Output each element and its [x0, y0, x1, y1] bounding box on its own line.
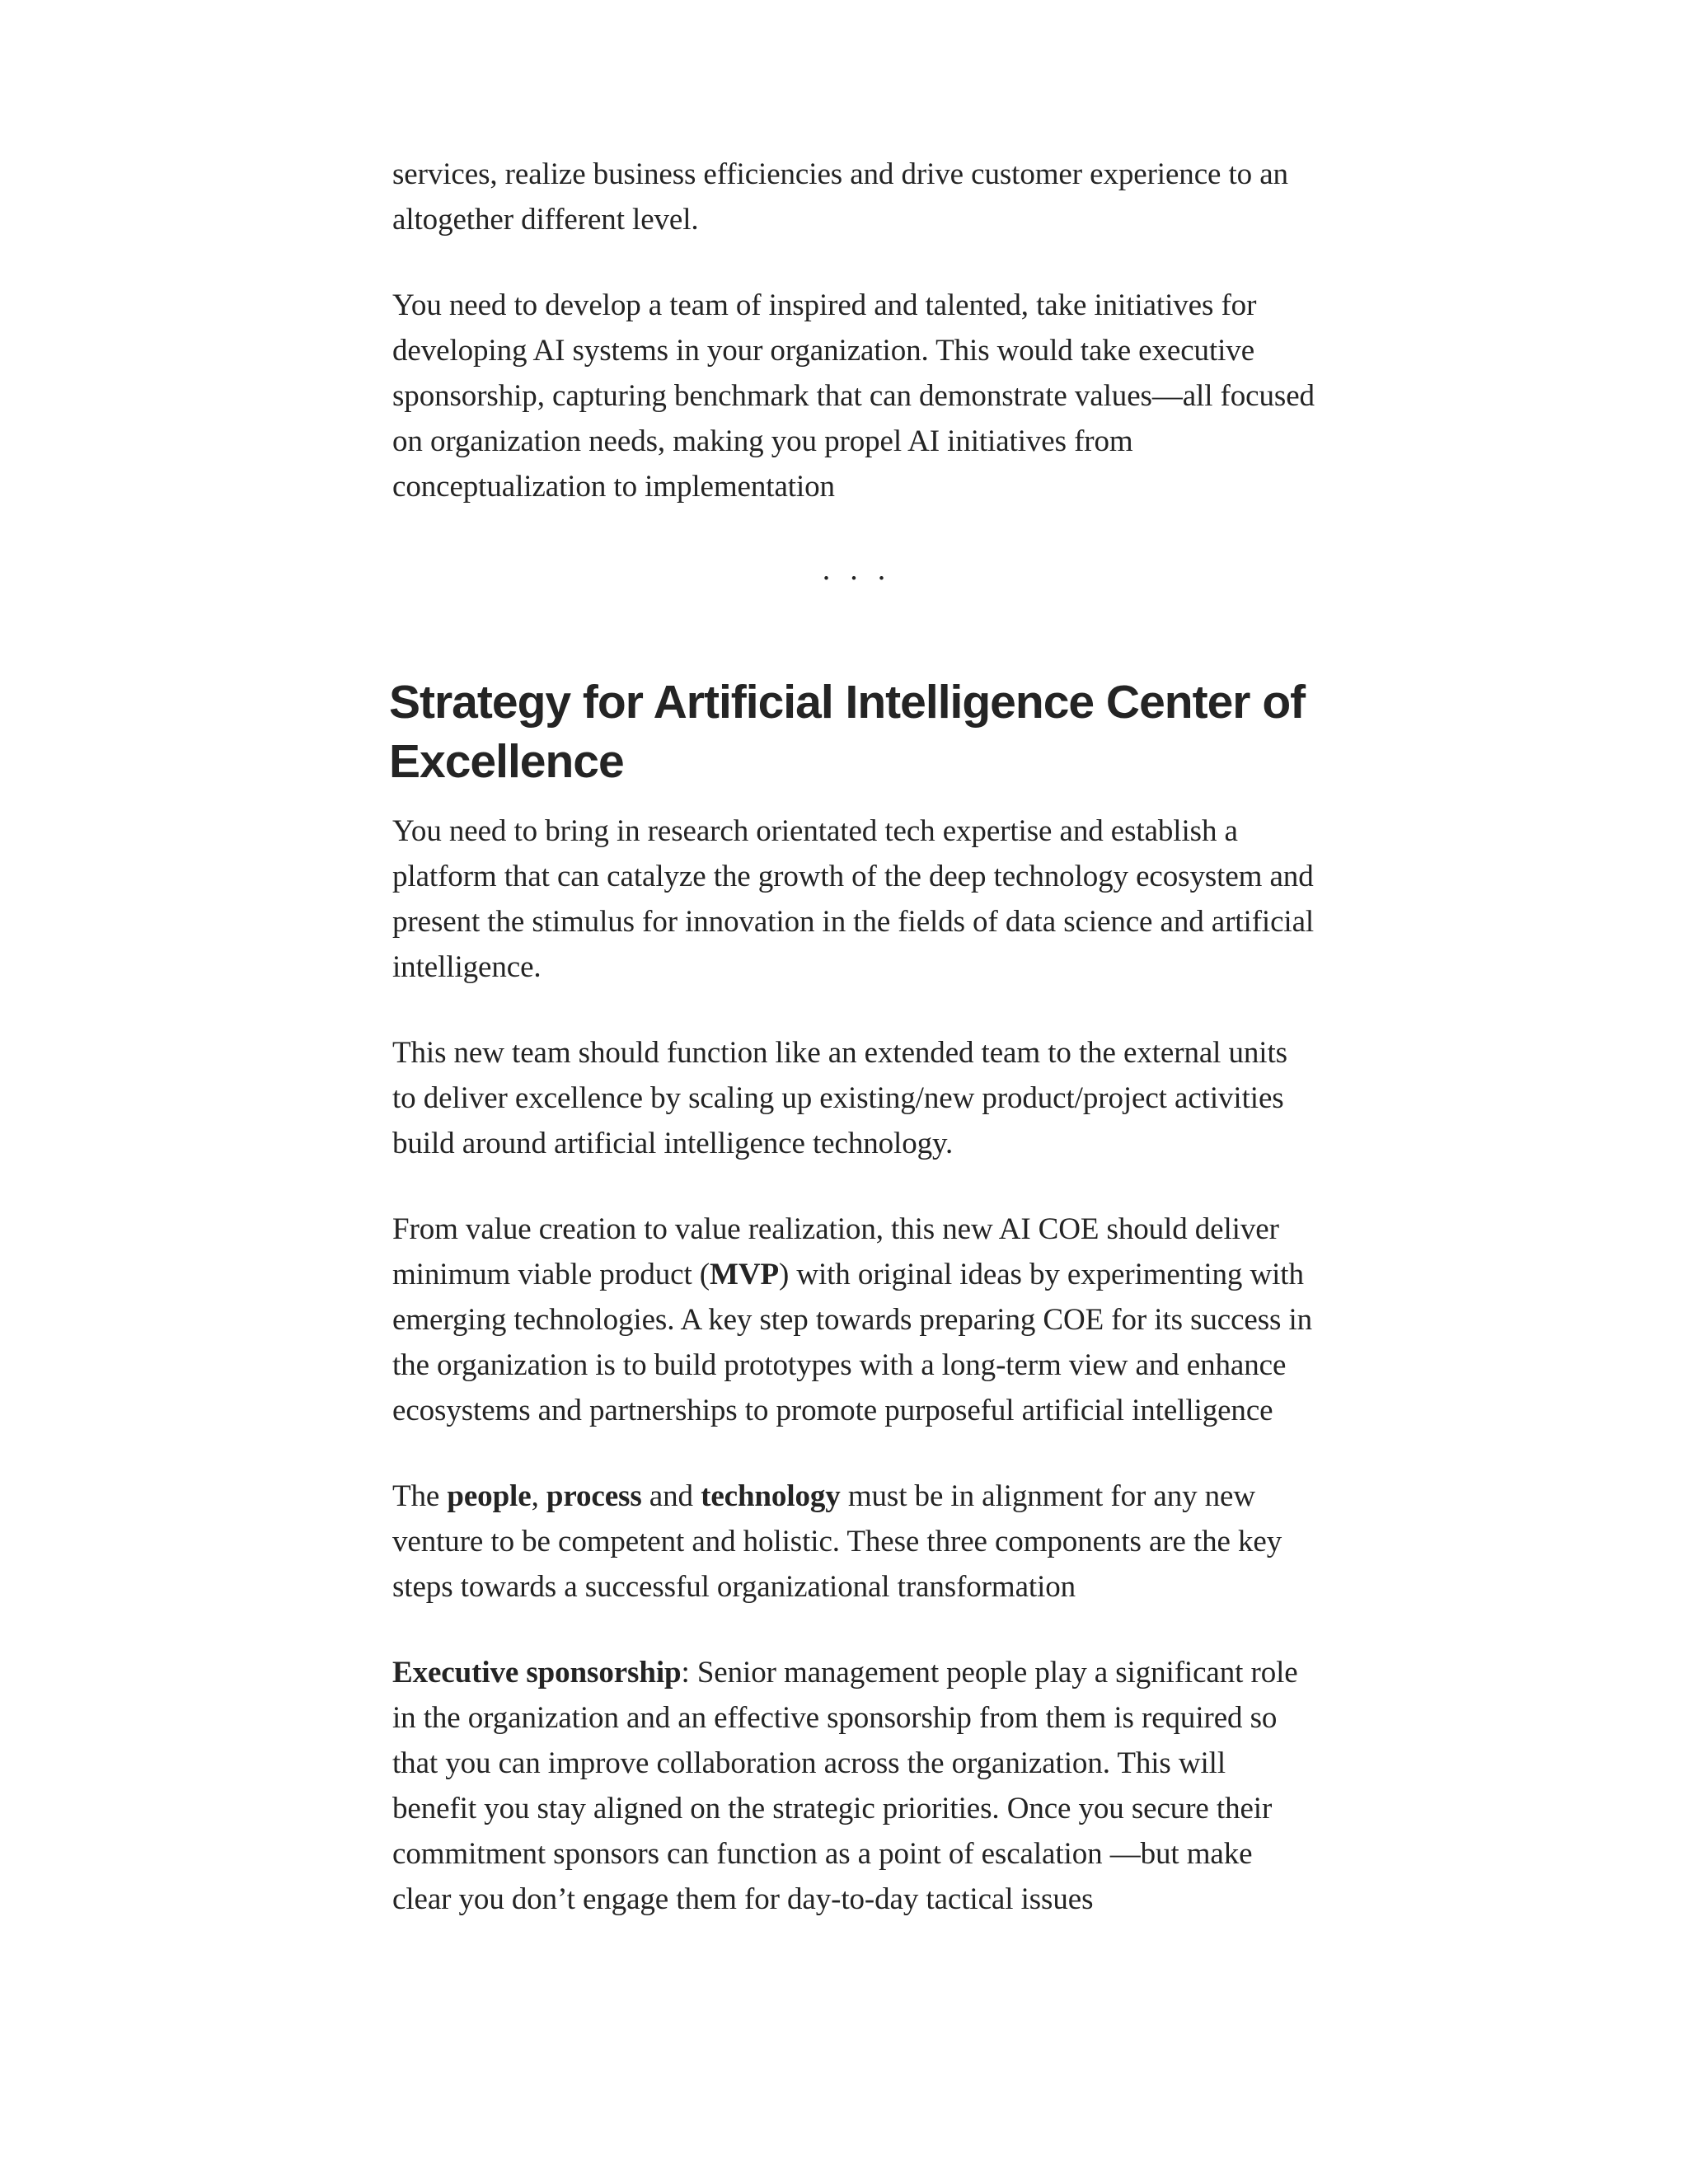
p4-text-c: and	[641, 1479, 701, 1513]
p4-text-a: The	[392, 1479, 448, 1513]
p3-text-b: ) with original ideas by experimenting with emerging technologies. A key step towards preparing COE for its success in the organization is to build prototypes with a long-term view and enhance ecosystems and partnerships to promote purposeful artificial intelligence	[392, 1258, 1313, 1427]
section-separator: ...	[822, 552, 906, 587]
section-paragraph-1: You need to bring in research orientated tech expertise and establish a platform that can catalyze the growth of the deep technology ecosystem and present the stimulus for innovation in the fields of data science and artificial intelligence.	[392, 814, 1315, 984]
p4-text-b: ,	[531, 1479, 546, 1513]
technology-bold: technology	[701, 1479, 841, 1513]
p5-text-a: : Senior management people play a significant role in the organization and an effective sponsorship from them is required so that you can improve collaboration across the organization. This will benefit you stay aligned on the strategic priorities. Once you secure their commitment sponsors can function as a point of escalation —but make clear you don’t engage them for day-to-day tactical issues	[392, 1656, 1298, 1916]
section-heading: Strategy for Artificial Intelligence Center of Excellence	[389, 676, 1306, 788]
executive-sponsorship-bold: Executive sponsorship	[392, 1656, 682, 1690]
p4-text-d: must be in alignment for any new venture to be competent and holistic. These three components are the key steps towards a successful organizational transformation	[392, 1479, 1282, 1604]
process-bold: process	[546, 1479, 642, 1513]
intro-paragraph-2: You need to develop a team of inspired and talented, take initiatives for developing AI systems in your organization. This would take executive sponsorship, capturing benchmark that can demonstrate values—all focused on organization needs, making you propel AI initiatives from conceptualization to implementation	[392, 288, 1315, 504]
section-paragraph-4	[392, 1474, 1315, 1610]
p3-text-a: From value creation to value realization, this new AI COE should deliver minimum viable product (	[392, 1212, 1279, 1291]
section-paragraph-2: This new team should function like an extended team to the external units to deliver excellence by scaling up existing/new product/project activities build around artificial intelligence technology.	[392, 1036, 1287, 1160]
section-paragraph-5	[392, 1650, 1315, 1922]
article-body	[389, 145, 1315, 1922]
people-bold: people	[447, 1479, 532, 1513]
intro-paragraph-1: services, realize business efficiencies and drive customer experience to an altogether different level.	[392, 157, 1288, 237]
mvp-bold: MVP	[710, 1258, 779, 1291]
section-paragraph-3	[392, 1207, 1315, 1433]
